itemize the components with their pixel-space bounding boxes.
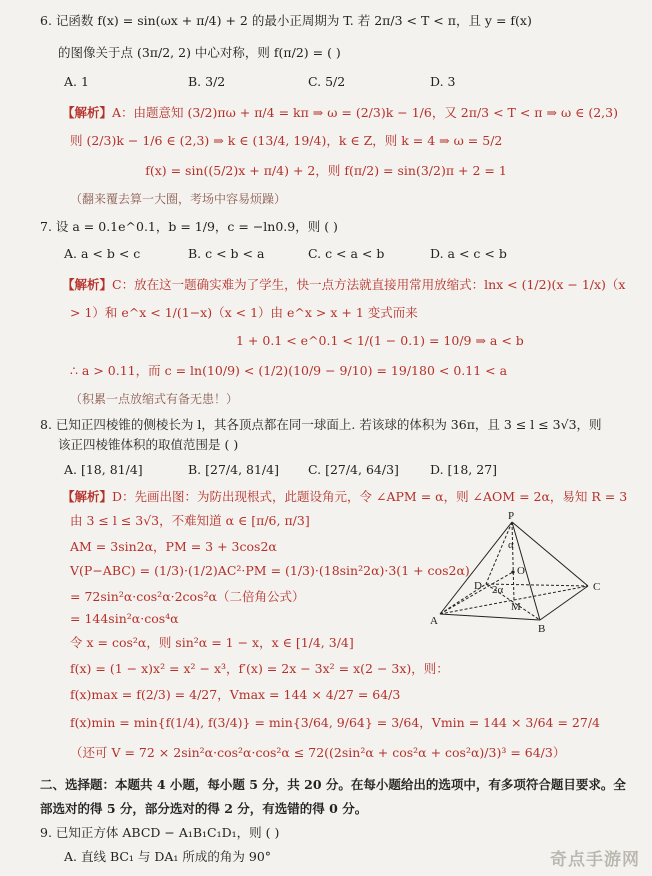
q8-solution-line3: AM = 3sin2α，PM = 3 + 3cos2α <box>70 539 277 554</box>
q7-stem-line1: 7. 设 a = 0.1e^0.1，b = 1/9，c = −ln0.9，则 ( ) <box>40 219 338 234</box>
q8-solution-tag: 【解析】 <box>62 489 113 504</box>
q6-option-c: C. 5/2 <box>308 74 346 89</box>
pyramid-edge-pa <box>440 522 512 614</box>
q7-solution-line4: ∴ a > 0.11，而 c = ln(10/9) < (1/2)(10/9 − 9/10) = 19/180 < 0.11 < a <box>70 363 508 378</box>
q8-stem-line1: 8. 已知正四棱锥的侧棱长为 l，其各顶点都在同一球面上. 若该球的体积为 36π，且 3 ≤ l ≤ 3√3，则 <box>40 417 602 432</box>
q6-solution-line2: 则 (2/3)k − 1/6 ∈ (2,3) ⇒ k ∈ (13/4, 19/4)，k ∈ Z，则 k = 4 ⇒ ω = 5/2 <box>70 133 503 148</box>
q8-solution-line2: 由 3 ≤ l ≤ 3√3，不难知道 α ∈ [π/6, π/3] <box>70 513 310 528</box>
q7-solution-line1 <box>62 276 625 294</box>
watermark-logo: 奇点手游网 <box>550 850 640 870</box>
q8-solution-line1 <box>62 488 627 506</box>
q6-solution-text1: A：由题意知 (3/2)πω + π/4 = kπ ⇒ ω = (2/3)k − 1/6，又 2π/3 < T < π ⇒ ω ∈ (2,3) <box>112 105 618 120</box>
q7-solution-line3: 1 + 0.1 < e^0.1 < 1/(1 − 0.1) = 10/9 ⇒ a < b <box>236 333 524 348</box>
label-alpha: α <box>508 539 514 551</box>
q7-solution-tag: 【解析】 <box>62 277 113 292</box>
pyramid-edge-bc <box>540 586 588 620</box>
sphere-center-point <box>511 570 514 573</box>
q7-option-a: A. a < b < c <box>64 246 141 261</box>
q6-solution-line3: f(x) = sin((5/2)x + π/4) + 2，则 f(π/2) = sin(3/2)π + 2 = 1 <box>145 163 507 178</box>
q8-solution-line11: （还可 V = 72 × 2sin²α·cos²α·cos²α ≤ 72((2sin²α + cos²α + cos²α)/3)³ = 64/3） <box>70 745 566 760</box>
q8-option-c: C. [27/4, 64/3] <box>308 462 399 477</box>
label-p: P <box>508 510 515 522</box>
label-d: D <box>474 580 482 592</box>
q7-solution-text1: C：放在这一题确实难为了学生，快一点方法就直接用常用放缩式：lnx < (1/2)(x − 1/x)（x <box>112 277 626 292</box>
label-m: M <box>511 601 521 613</box>
q6-solution-tag: 【解析】 <box>62 105 113 120</box>
section2-header-line1: 二、选择题：本题共 4 小题，每小题 5 分，共 20 分。在每小题给出的选项中，有多项符合题目要求。全 <box>40 777 626 792</box>
q8-solution-text1: D：先画出图：为防出现根式，此题设角元，令 ∠APM = α，则 ∠AOM = 2α，易知 R = 3 <box>112 489 628 504</box>
label-o: O <box>517 565 525 577</box>
q8-solution-line4: V(P−ABC) = (1/3)·(1/2)AC²·PM = (1/3)·(18sin²2α)·3(1 + cos2α) <box>70 563 470 578</box>
label-b: B <box>538 623 546 635</box>
label-a: A <box>430 615 438 627</box>
label-c: C <box>593 581 601 593</box>
q7-solution-line2: > 1）和 e^x < 1/(1−x)（x < 1）由 e^x > x + 1 变式而来 <box>70 305 418 320</box>
q8-option-b: B. [27/4, 81/4] <box>188 462 279 477</box>
q6-option-a: A. 1 <box>64 74 89 89</box>
q8-solution-line6: = 144sin²α·cos⁴α <box>70 611 179 626</box>
q7-option-d: D. a < c < b <box>430 246 507 261</box>
q8-solution-line8: f(x) = (1 − x)x² = x² − x³，f′(x) = 2x − 3x² = x(2 − 3x)，则： <box>70 661 449 676</box>
section2-header-line2: 部选对的得 5 分，部分选对的得 2 分，有选错的得 0 分。 <box>40 801 368 816</box>
q6-solution-line1 <box>62 104 618 122</box>
q7-note: （积累一点放缩式有备无患！） <box>70 392 239 406</box>
q8-solution-line10: f(x)min = min{f(1/4), f(3/4)} = min{3/64, 9/64} = 3/64，Vmin = 144 × 3/64 = 27/4 <box>70 715 600 730</box>
q8-option-d: D. [18, 27] <box>430 462 498 477</box>
q7-option-b: B. c < b < a <box>188 246 265 261</box>
pyramid-edge-ab <box>440 614 540 620</box>
q9-option-a: A. 直线 BC₁ 与 DA₁ 所成的角为 90° <box>64 849 272 864</box>
q9-stem-line1: 9. 已知正方体 ABCD − A₁B₁C₁D₁，则 ( ) <box>40 825 280 840</box>
q6-option-d: D. 3 <box>430 74 456 89</box>
q7-option-c: C. c < a < b <box>308 246 385 261</box>
pyramid-figure <box>428 510 618 640</box>
q8-solution-line5: = 72sin²α·cos²α·2cos²α（二倍角公式） <box>70 589 305 604</box>
q8-solution-line9: f(x)max = f(2/3) = 4/27，Vmax = 144 × 4/27 = 64/3 <box>70 687 401 702</box>
q6-stem-line1: 6. 记函数 f(x) = sin(ωx + π/4) + 2 的最小正周期为 T. 若 2π/3 < T < π，且 y = f(x) <box>40 13 532 28</box>
pyramid-edge-pd <box>486 522 512 584</box>
q8-stem-line2: 该正四棱锥体积的取值范围是 ( ) <box>58 437 239 452</box>
q8-solution-line7: 令 x = cos²α，则 sin²α = 1 − x，x ∈ [1/4, 3/4] <box>70 635 354 650</box>
label-2alpha: 2α <box>492 584 504 596</box>
q6-stem-line2: 的图像关于点 (3π/2, 2) 中心对称，则 f(π/2) = ( ) <box>58 45 341 60</box>
q6-option-b: B. 3/2 <box>188 74 226 89</box>
q6-note: （翻来覆去算一大圈，考场中容易烦躁） <box>70 192 287 206</box>
q8-option-a: A. [18, 81/4] <box>64 462 143 477</box>
pyramid-height-pm <box>512 522 514 601</box>
